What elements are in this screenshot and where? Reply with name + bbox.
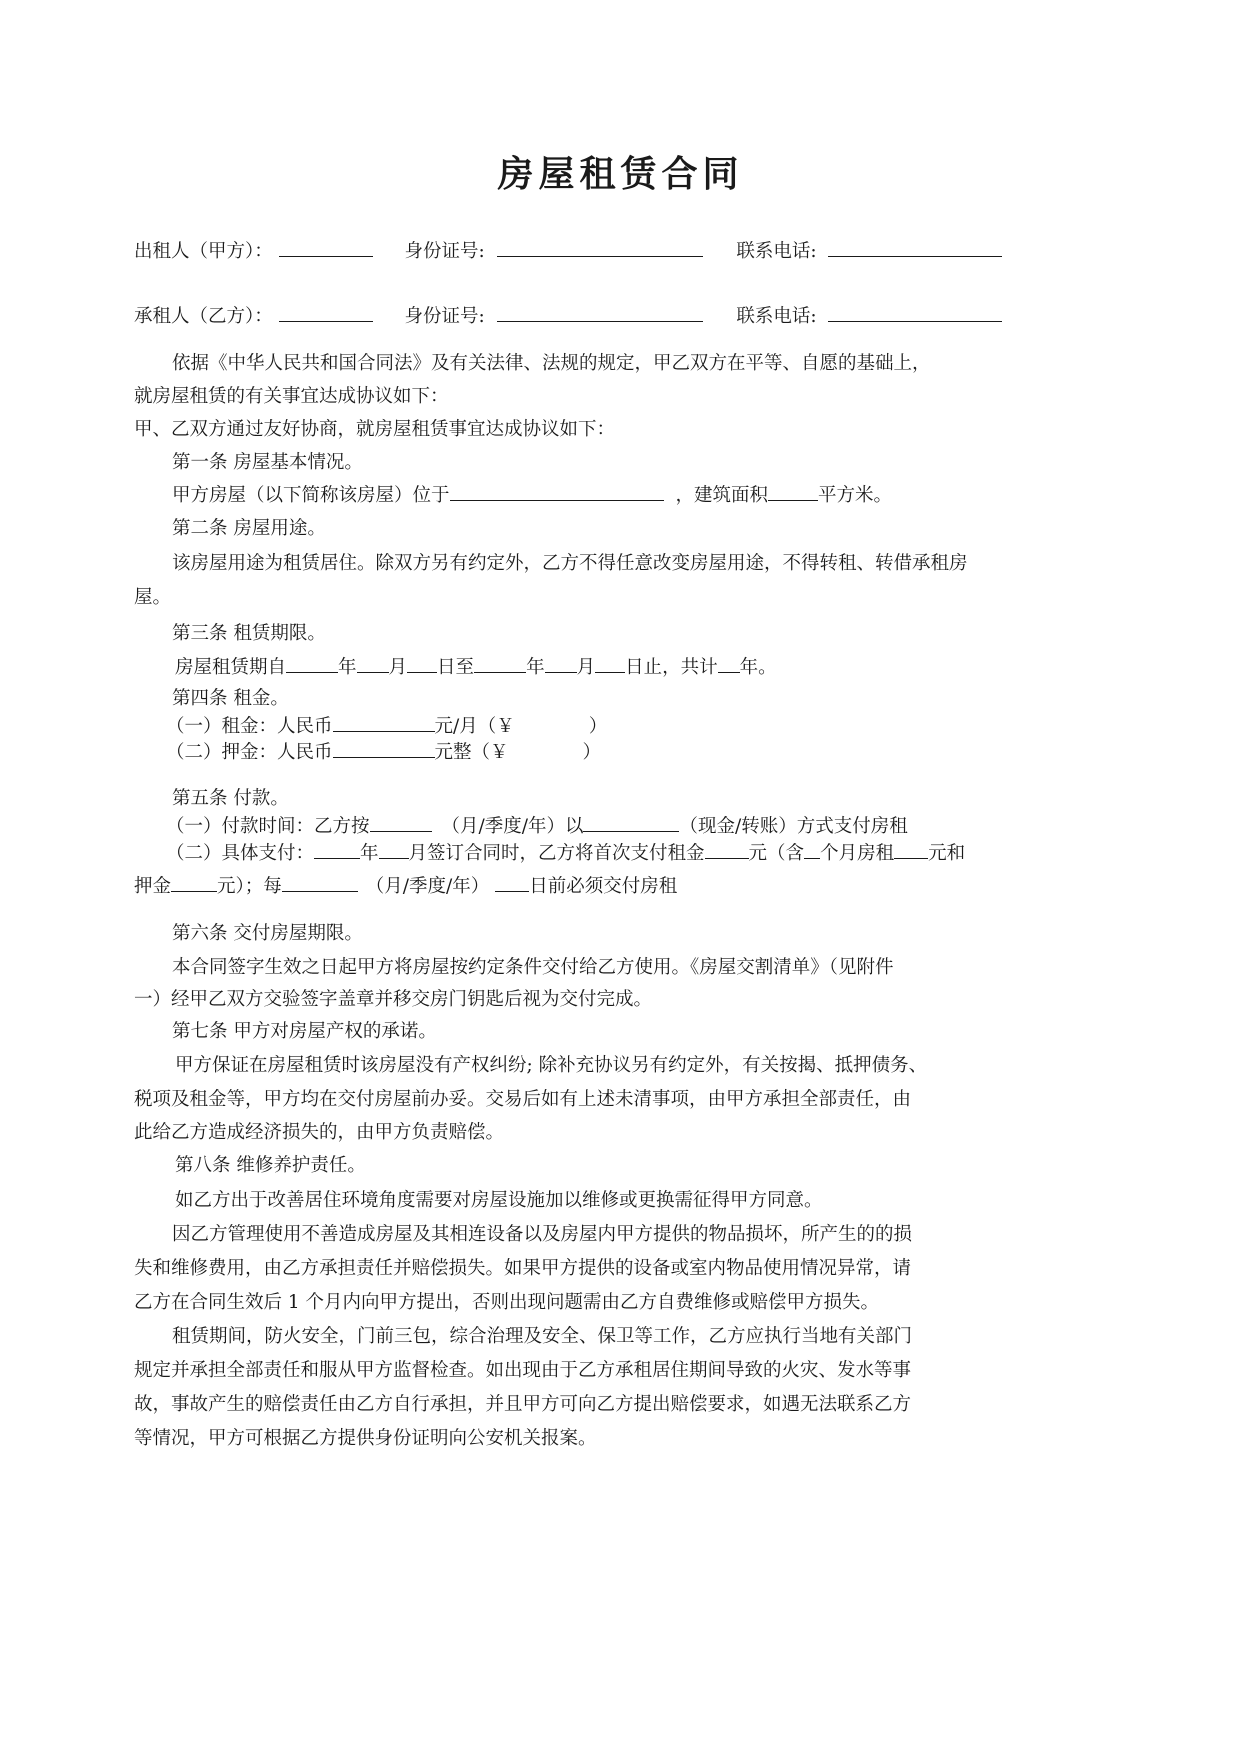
payment-deadline-line: [134, 873, 677, 901]
total-years-blank: [718, 654, 740, 673]
location-label: 甲方房屋（以下简称该房屋）位于: [172, 485, 450, 506]
lessor-label: 出租人（甲方）：: [134, 241, 273, 262]
payment-method-options: （现金/转账）方式支付房租: [679, 816, 908, 837]
lessor-row: [134, 238, 1002, 266]
lessor-name-blank: [279, 238, 373, 257]
years-end-text: 年。: [739, 657, 777, 678]
article-1-heading: 第一条 房屋基本情况。: [172, 452, 363, 473]
article-8-para-3-line-4: 等情况，甲方可根据乙方提供身份证明向公安机关报案。: [134, 1428, 597, 1449]
year-text: 年: [526, 657, 545, 678]
rent-line: [166, 713, 607, 741]
lessee-label: 承租人（乙方）：: [134, 306, 273, 327]
article-8-para-3-line-2: 规定并承担全部责任和服从甲方监督检查。如出现由于乙方承租居住期间导致的火灾、发水等事: [134, 1360, 912, 1381]
area-label: ，建筑面积: [675, 485, 769, 506]
start-day-blank: [407, 654, 437, 673]
deposit-close-paren: ）: [582, 742, 602, 763]
article-7-line-1: 甲方保证在房屋租赁时该房屋没有产权纠纷; 除补充协议另有约定外，有关按揭、抵押债务、: [175, 1055, 928, 1076]
payment-period-options: （月/季度/年）以: [441, 816, 584, 837]
document-title: 房屋租赁合同: [497, 153, 744, 195]
payment-time-label: （一）付款时间：乙方按: [166, 816, 370, 837]
each-text: 元）；每: [217, 876, 282, 897]
term-label: 房屋租赁期自: [175, 657, 287, 678]
article-2-heading: 第二条 房屋用途。: [172, 518, 326, 539]
article-4-heading: 第四条 租金。: [172, 688, 289, 709]
article-8-para-1: 如乙方出于改善居住环境角度需要对房屋设施加以维修或更换需征得甲方同意。: [175, 1190, 823, 1211]
article-8-para-2-line-3: 乙方在合同生效后 1 个月内向甲方提出，否则出现问题需由乙方自费维修或赔偿甲方损失。: [134, 1292, 880, 1313]
includes-text: 元（含: [748, 843, 805, 864]
start-month-blank: [357, 654, 389, 673]
year-text: 年: [338, 657, 357, 678]
lessee-row: [134, 303, 1002, 331]
payment-period-blank: [370, 813, 432, 832]
deadline-day-blank: [495, 873, 529, 892]
area-blank: [768, 482, 818, 501]
deposit-unit: 元整（￥: [434, 742, 509, 763]
sign-month-blank: [379, 840, 409, 859]
first-rent-blank: [705, 840, 749, 859]
intro-line-1: 依据《中华人民共和国合同法》及有关法律、法规的规定，甲乙双方在平等、自愿的基础上，: [172, 353, 931, 374]
location-blank: [450, 482, 664, 501]
lessor-id-blank: [497, 238, 703, 257]
article-7-heading: 第七条 甲方对房屋产权的承诺。: [172, 1021, 437, 1042]
article-3-term-line: [175, 654, 777, 682]
intro-line-2: 就房屋租赁的有关事宜达成协议如下：: [134, 386, 449, 407]
first-rent-text: 月签订合同时，乙方将首次支付租金: [408, 843, 705, 864]
sign-year-blank: [314, 840, 360, 859]
sign-year-text: 年: [360, 843, 379, 864]
each-period-blank: [282, 873, 358, 892]
area-unit: 平方米。: [818, 485, 893, 506]
months-blank: [804, 840, 820, 859]
deadline-text: 日前必须交付房租: [529, 876, 678, 897]
article-8-para-2-line-2: 失和维修费用，由乙方承担责任并赔偿损失。如果甲方提供的设备或室内物品使用情况异常，请: [134, 1258, 912, 1279]
payment-detail-label: （二）具体支付：: [166, 843, 315, 864]
rent-label: （一）租金：人民币: [166, 716, 333, 737]
lessee-phone-label: 联系电话:: [736, 306, 817, 327]
payment-method-blank: [583, 813, 679, 832]
total-text: 日止，共计: [625, 657, 718, 678]
article-7-line-3: 此给乙方造成经济损失的，由甲方负责赔偿。: [134, 1122, 505, 1143]
article-6-line-1: 本合同签字生效之日起甲方将房屋按约定条件交付给乙方使用。《房屋交割清单》（见附件: [172, 957, 894, 978]
rent-close-paren: ）: [588, 716, 608, 737]
article-8-para-2-line-1: 因乙方管理使用不善造成房屋及其相连设备以及房屋内甲方提供的物品损坏，所产生的的损: [172, 1224, 913, 1245]
deposit-amount-blank: [333, 739, 435, 758]
article-2-line-1: 该房屋用途为租赁居住。除双方另有约定外，乙方不得任意改变房屋用途，不得转租、转借承租房: [172, 553, 968, 574]
article-8-para-3-line-1: 租赁期间，防火安全，门前三包，综合治理及安全、保卫等工作，乙方应执行当地有关部门: [172, 1326, 913, 1347]
deposit-label: （二）押金：人民币: [166, 742, 333, 763]
lessee-id-label: 身份证号:: [404, 306, 485, 327]
article-7-line-2: 税项及租金等，甲方均在交付房屋前办妥。交易后如有上述未清事项，由甲方承担全部责任，由: [134, 1089, 912, 1110]
payment-time-line: [166, 813, 908, 841]
lessor-phone-label: 联系电话:: [736, 241, 817, 262]
rent-amount-blank: [333, 713, 435, 732]
rent-unit: 元/月（￥: [434, 716, 515, 737]
period-options: （月/季度/年）: [365, 876, 490, 897]
month-text: 月: [576, 657, 596, 678]
article-5-heading: 第五条 付款。: [172, 788, 289, 809]
end-year-blank: [474, 654, 526, 673]
months-rent-blank: [894, 840, 928, 859]
lessee-id-blank: [497, 303, 703, 322]
month-text: 月: [388, 657, 408, 678]
article-1-location-line: [172, 482, 892, 510]
article-6-heading: 第六条 交付房屋期限。: [172, 923, 363, 944]
article-6-line-2: 一）经甲乙双方交验签字盖章并移交房门钥匙后视为交付完成。: [134, 989, 653, 1010]
article-3-heading: 第三条 租赁期限。: [172, 623, 326, 644]
and-text: 元和: [928, 843, 966, 864]
lessor-phone-blank: [828, 238, 1002, 257]
intro-line-3: 甲、乙双方通过友好协商，就房屋租赁事宜达成协议如下：: [134, 419, 616, 440]
day-to-text: 日至: [437, 657, 475, 678]
end-month-blank: [545, 654, 577, 673]
lessor-id-label: 身份证号:: [404, 241, 485, 262]
first-deposit-blank: [171, 873, 217, 892]
article-8-para-3-line-3: 故，事故产生的赔偿责任由乙方自行承担，并且甲方可向乙方提出赔偿要求，如遇无法联系乙方: [134, 1394, 912, 1415]
end-day-blank: [595, 654, 625, 673]
months-rent-text: 个月房租: [820, 843, 895, 864]
payment-detail-line: [166, 840, 965, 868]
deposit-text: 押金: [134, 876, 172, 897]
article-8-heading: 第八条 维修养护责任。: [175, 1155, 366, 1176]
start-year-blank: [286, 654, 338, 673]
lessee-name-blank: [279, 303, 373, 322]
deposit-line: [166, 739, 601, 767]
article-2-line-2: 屋。: [134, 587, 172, 608]
lessee-phone-blank: [828, 303, 1002, 322]
